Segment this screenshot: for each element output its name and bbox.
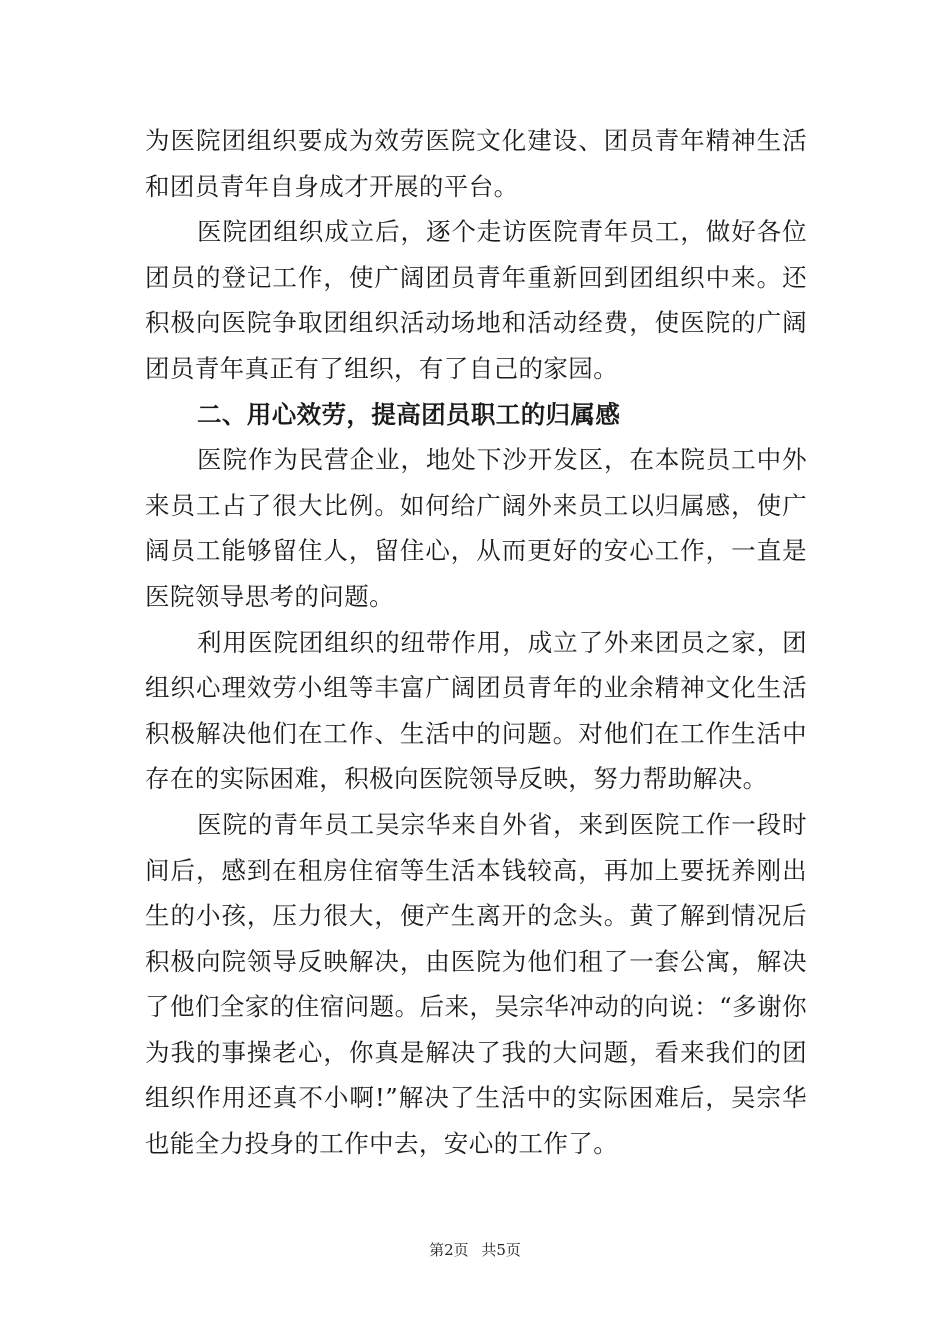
page-footer bbox=[0, 1240, 950, 1260]
paragraph-1: 为医院团组织要成为效劳医院文化建设、团员青年精神生活和团员青年自身成才开展的平台。 bbox=[145, 126, 807, 201]
page-total: 共5页 bbox=[481, 1241, 521, 1259]
section-heading: 二、用心效劳，提高团员职工的归属感 bbox=[197, 399, 621, 429]
page-number: 第2页 bbox=[429, 1241, 469, 1259]
paragraph-3: 医院作为民营企业，地处下沙开发区，在本院员工中外来员工占了很大比例。如何给广阔外来员工以归属感，使广阔员工能够留住人，留住心，从而更好的安心工作，一直是医院领导思考的问题。 bbox=[145, 445, 807, 611]
paragraph-5: 医院的青年员工吴宗华来自外省，来到医院工作一段时间后，感到在租房住宿等生活本钱较高，再加上要抚养刚出生的小孩，压力很大，便产生离开的念头。黄了解到情况后积极向院领导反映解决，由医院为他们租了一套公寓，解决了他们全家的住宿问题。后来，吴宗华冲动的向说：“多谢你为我的事操老心，你真是解决了我的大问题，看来我们的团组织作用还真不小啊!”解决了生活中的实际困难后，吴宗华也能全力投身的工作中去，安心的工作了。 bbox=[145, 809, 807, 1159]
document-body bbox=[145, 118, 807, 1167]
paragraph-4: 利用医院团组织的纽带作用，成立了外来团员之家，团组织心理效劳小组等丰富广阔团员青年的业余精神文化生活积极解决他们在工作、生活中的问题。对他们在工作生活中存在的实际困难，积极向医院领导反映，努力帮助解决。 bbox=[145, 627, 807, 794]
paragraph-2: 医院团组织成立后，逐个走访医院青年员工，做好各位团员的登记工作，使广阔团员青年重新回到团组织中来。还积极向医院争取团组织活动场地和活动经费，使医院的广阔团员青年真正有了组织，有了自己的家园。 bbox=[145, 217, 807, 383]
